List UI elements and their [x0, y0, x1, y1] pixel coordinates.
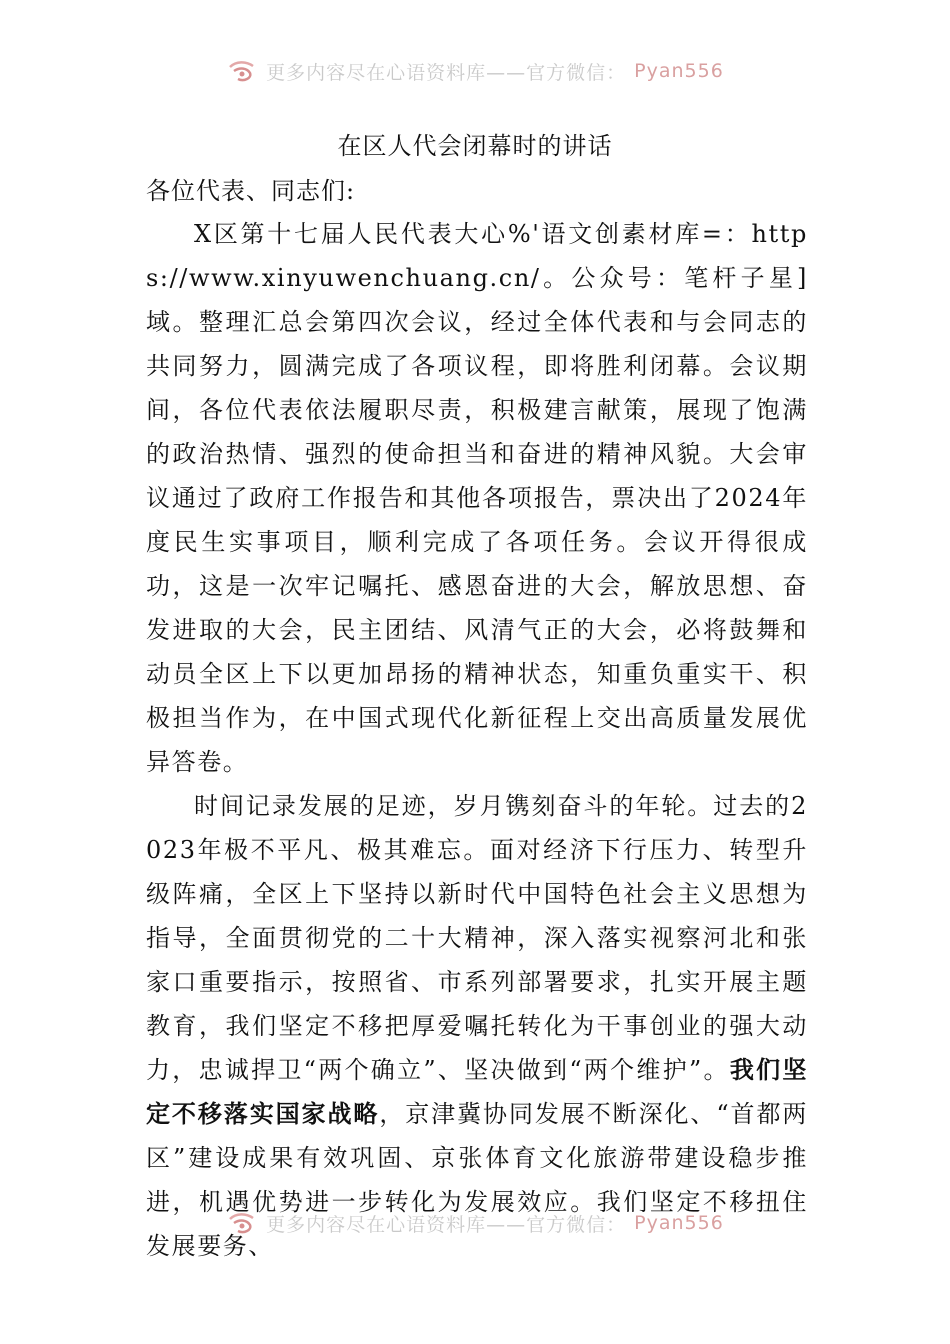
document-body	[146, 212, 808, 1268]
watermark-footer	[0, 1206, 950, 1240]
watermark-text: 更多内容尽在心语资料库——官方微信：	[266, 1213, 627, 1236]
paragraph-2-text-part-2: ，京津冀协同发展不断深化、“首都两区”建设成果有效巩固、京张体育文化旅游带建设稳步推进，机遇优势进一步转化为发展效应。我们坚定不移扭住发展要务、	[146, 1100, 808, 1260]
watermark-contact: Pyan556	[634, 60, 724, 82]
paragraph-2-bold-heading: 我们坚定不移落实国家战略	[146, 1055, 808, 1128]
document-title: 在区人代会闭幕时的讲话	[337, 132, 613, 160]
watermark-text: 更多内容尽在心语资料库——官方微信：	[266, 61, 627, 84]
brand-logo-icon	[226, 1210, 258, 1236]
paragraph-2	[146, 784, 808, 1268]
paragraph-2-text-part-1: 时间记录发展的足迹，岁月镌刻奋斗的年轮。过去的2023年极不平凡、极其难忘。面对经济下行压力、转型升级阵痛，全区上下坚持以新时代中国特色社会主义思想为指导，全面贯彻党的二十大精神，深入落实视察河北和张家口重要指示，按照省、市系列部署要求，扎实开展主题教育，我们坚定不移把厚爱嘱托转化为干事创业的强大动力，忠诚捍卫“两个确立”、坚决做到“两个维护”。	[146, 792, 808, 1084]
paragraph-1-text: X区第十七届人民代表大心%'语文创素材库=：https://www.xinyuwenchuang.cn/。公众号：笔杆子星]域。整理汇总会第四次会议，经过全体代表和与会同志的共同努力，圆满完成了各项议程，即将胜利闭幕。会议期间，各位代表依法履职尽责，积极建言献策，展现了饱满的政治热情、强烈的使命担当和奋进的精神风貌。大会审议通过了政府工作报告和其他各项报告，票决出了2024年度民生实事项目，顺利完成了各项任务。会议开得很成功，这是一次牢记嘱托、感恩奋进的大会，解放思想、奋发进取的大会，民主团结、风清气正的大会，必将鼓舞和动员全区上下以更加昂扬的精神状态，知重负重实干、积极担当作为，在中国式现代化新征程上交出高质量发展优异答卷。	[146, 220, 808, 776]
paragraph-1	[146, 212, 808, 784]
salutation: 各位代表、同志们:	[146, 177, 356, 205]
watermark-contact: Pyan556	[634, 1212, 724, 1234]
watermark-header	[0, 54, 950, 88]
brand-logo-icon	[226, 58, 258, 84]
